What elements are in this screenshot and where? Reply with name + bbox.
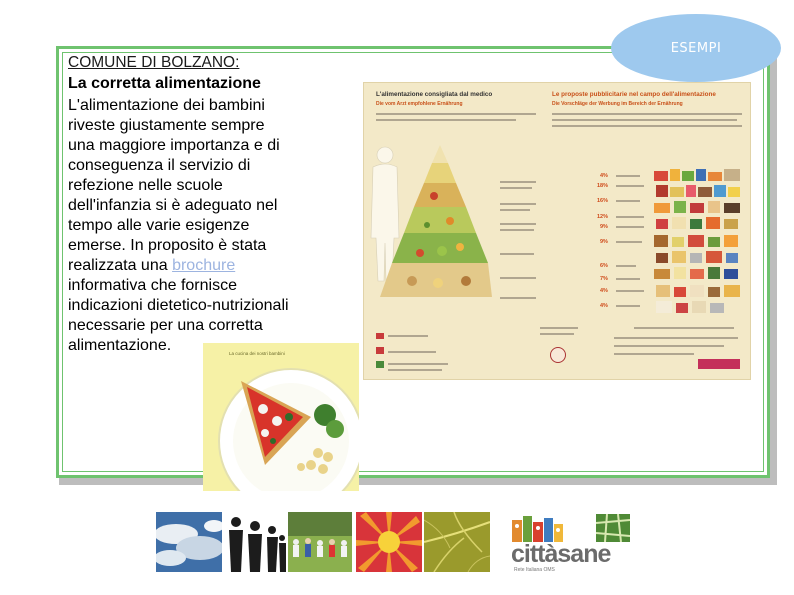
poster-text-line: [614, 337, 738, 339]
group-photo-image: [288, 512, 352, 572]
pyramid-label-line: [500, 229, 534, 231]
body-link-prefix: realizzata una: [68, 257, 173, 274]
percentage-desc-line: [616, 305, 640, 307]
percentage-desc-line: [616, 200, 640, 202]
body-line: indicazioni dietetico-nutrizionali: [68, 297, 289, 314]
poster-text-line: [376, 113, 536, 115]
city-figures-icon: [512, 514, 570, 542]
percentage-label: 9%: [600, 239, 608, 245]
sun-artwork-image: [356, 512, 422, 572]
round-seal-icon: [550, 347, 566, 363]
sky-photo-image: [156, 512, 222, 572]
percentage-desc-line: [616, 278, 640, 280]
body-line-with-link: [68, 256, 332, 276]
body-line: necessarie per una corretta: [68, 317, 263, 334]
poster-text-line: [552, 113, 742, 115]
poster-text-line: [388, 363, 448, 365]
slide-subheading: La corretta alimentazione: [68, 75, 261, 92]
citta-sane-subtitle: Rete Italiana OMS: [514, 567, 555, 573]
citta-sane-logo: [510, 512, 634, 574]
pyramid-label-line: [500, 223, 536, 225]
body-line: conseguenza il servizio di: [68, 157, 251, 174]
pyramid-label-line: [500, 203, 536, 205]
body-line: L'alimentazione dei bambini: [68, 97, 265, 114]
poster-text-line: [614, 353, 694, 355]
percentage-label: 16%: [597, 198, 609, 204]
percentage-label: 18%: [597, 183, 609, 189]
percentage-desc-line: [616, 185, 644, 187]
percentage-label: 9%: [600, 224, 608, 230]
citta-sane-wordmark: cittàsane: [511, 540, 611, 568]
body-line: riveste giustamente sempre: [68, 117, 265, 134]
poster-text-line: [552, 125, 742, 127]
slide-body: [68, 96, 332, 356]
poster-text-line: [388, 351, 436, 353]
poster-text-line: [540, 333, 574, 335]
body-line: refezione nelle scuole: [68, 177, 223, 194]
poster-title-left: L'alimentazione consigliata dal medico: [376, 91, 493, 98]
coat-of-arms-icon: [376, 361, 384, 368]
percentage-desc-line: [616, 290, 644, 292]
coat-of-arms-icon: [376, 333, 384, 339]
coat-of-arms-icon: [376, 347, 384, 354]
food-pyramid-icon: [372, 141, 492, 301]
percentage-desc-line: [616, 216, 644, 218]
body-line: alimentazione.: [68, 337, 172, 354]
percentage-label: 4%: [600, 288, 608, 294]
percentage-desc-line: [616, 226, 644, 228]
percentage-label: 4%: [600, 303, 608, 309]
people-silhouettes-image: [224, 512, 286, 572]
poster-text-line: [552, 119, 737, 121]
poster-text-line: [376, 119, 516, 121]
brochure-link[interactable]: brochure: [172, 257, 236, 274]
esempi-badge[interactable]: ESEMPI: [611, 14, 781, 82]
percentage-desc-line: [616, 175, 640, 177]
pyramid-label-line: [500, 297, 536, 299]
poster-text-line: [388, 369, 442, 371]
poster-title-right: Le proposte pubblicitarie nel campo dell'alimentazione: [552, 91, 716, 98]
poster-subtitle-left: Die vom Arzt empfohlene Ernährung: [376, 101, 463, 107]
poster-text-line: [614, 345, 724, 347]
poster-text-line: [540, 327, 578, 329]
poster-text-line: [634, 327, 734, 329]
pyramid-label-line: [500, 253, 534, 255]
pyramid-label-line: [500, 187, 532, 189]
body-line: tempo alle varie esigenze: [68, 217, 250, 234]
plate-with-pizza-icon: [203, 343, 359, 491]
body-line: emerse. In proposito è stata: [68, 237, 267, 254]
nutrition-poster-image: [363, 82, 751, 380]
pyramid-label-line: [500, 277, 536, 279]
food-products-collage-icon: [652, 167, 746, 317]
percentage-label: 7%: [600, 276, 608, 282]
body-line: informativa che fornisce: [68, 277, 237, 294]
leaf-closeup-image: [424, 512, 490, 572]
body-line: dell'infanzia si è adeguato nel: [68, 197, 278, 214]
percentage-label: 6%: [600, 263, 608, 269]
poster-text-line: [388, 335, 428, 337]
percentage-label: 12%: [597, 214, 609, 220]
pyramid-label-line: [500, 181, 536, 183]
sponsor-logo-icon: [698, 359, 740, 369]
pyramid-label-line: [500, 209, 530, 211]
percentage-desc-line: [616, 241, 642, 243]
percentage-desc-line: [616, 265, 636, 267]
brochure-title: La cucina dei nostri bambini: [229, 351, 285, 356]
map-grid-icon: [596, 514, 630, 542]
body-line: una maggiore importanza e di: [68, 137, 280, 154]
brochure-cover-image: [203, 343, 359, 491]
percentage-label: 4%: [600, 173, 608, 179]
slide-heading: COMUNE DI BOLZANO:: [68, 54, 240, 71]
poster-subtitle-right: Die Vorschläge der Werbung im Bereich der Ernährung: [552, 101, 683, 107]
